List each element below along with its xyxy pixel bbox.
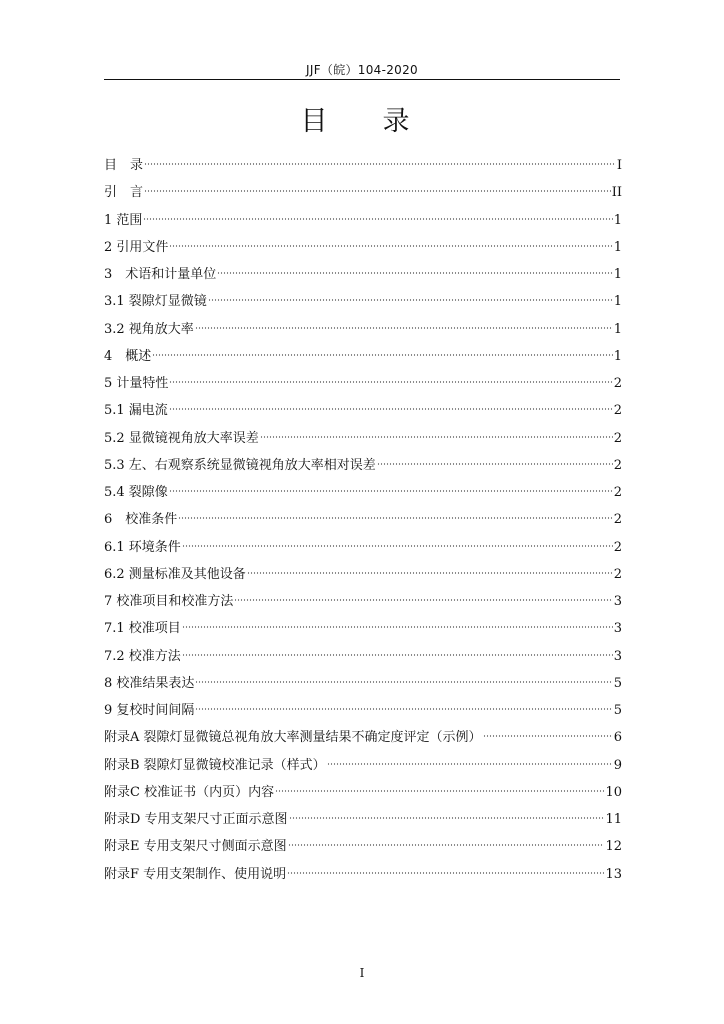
toc-entry-label: 附录F 专用支架制作、使用说明	[104, 866, 287, 882]
dot-leader	[247, 571, 613, 575]
toc-entry[interactable]	[104, 864, 622, 891]
dot-leader	[289, 816, 605, 820]
dot-leader	[275, 789, 604, 793]
toc-entry-label: 8 校准结果表达	[104, 675, 195, 691]
toc-entry-page: II	[611, 185, 622, 201]
toc-entry-page: 13	[605, 866, 622, 882]
toc-entry-label: 5 计量特性	[104, 376, 169, 391]
toc-entry[interactable]	[104, 428, 622, 455]
toc-entry-page: 1	[613, 321, 622, 337]
toc-entry-page: 10	[605, 784, 622, 800]
toc-entry-label: 7 校准项目和校准方法	[104, 594, 234, 609]
toc-entry[interactable]	[104, 537, 622, 564]
toc-entry[interactable]	[104, 400, 622, 427]
dot-leader	[287, 871, 604, 875]
toc-entry-label: 目 录	[104, 158, 144, 173]
toc-entry-page: 2	[613, 403, 622, 419]
dot-leader	[144, 162, 616, 166]
toc-entry-label: 6.1 环境条件	[104, 539, 181, 555]
running-header: JJF（皖）104-2020	[306, 63, 418, 77]
toc-entry-label: 4 概述	[104, 348, 152, 364]
toc-entry-label: 附录B 裂隙灯显微镜校准记录（样式）	[104, 757, 326, 773]
toc-entry-page: 3	[613, 594, 622, 609]
toc-entry-page: 1	[613, 348, 622, 364]
dot-leader	[169, 489, 613, 493]
toc-entry-label: 7.2 校准方法	[104, 648, 181, 664]
toc-entry-label: 9 复校时间间隔	[104, 703, 195, 718]
toc-entry-label: 2 引用文件	[104, 239, 169, 255]
toc-entry-label: 附录E 专用支架尺寸侧面示意图	[104, 839, 287, 855]
toc-entry-label: 附录A 裂隙灯显微镜总视角放大率测量结果不确定度评定（示例）	[104, 730, 482, 746]
dot-leader	[152, 353, 612, 357]
toc-entry[interactable]	[104, 727, 622, 754]
toc-entry-page: 2	[613, 457, 622, 473]
toc-entry[interactable]	[104, 509, 622, 536]
toc-entry[interactable]	[104, 455, 622, 482]
dot-leader	[143, 217, 612, 221]
toc-entry-page: 5	[613, 703, 622, 718]
toc-entry-page: 2	[613, 512, 622, 528]
dot-leader	[483, 734, 613, 738]
dot-leader	[377, 462, 613, 466]
dot-leader	[208, 298, 613, 302]
toc-entry-page: 2	[613, 376, 622, 391]
toc-entry-label: 1 范围	[104, 212, 143, 228]
toc-entry[interactable]	[104, 646, 622, 673]
dot-leader	[169, 380, 612, 384]
toc-entry[interactable]	[104, 237, 622, 264]
toc-entry-page: 1	[613, 212, 622, 228]
toc-entry[interactable]	[104, 836, 622, 863]
dot-leader	[182, 625, 613, 629]
toc-entry-page: 6	[613, 730, 622, 746]
toc-entry-page: 2	[613, 539, 622, 555]
dot-leader	[217, 271, 612, 275]
dot-leader	[234, 598, 612, 602]
toc-entry-label: 3 术语和计量单位	[104, 267, 217, 282]
dot-leader	[182, 544, 613, 548]
toc-entry-label: 6 校准条件	[104, 512, 178, 528]
toc-title: 目 录	[300, 106, 424, 137]
header-divider	[104, 79, 620, 80]
toc-entry[interactable]	[104, 291, 622, 318]
toc-entry[interactable]	[104, 782, 622, 809]
toc-entry-label: 5.2 显微镜视角放大率误差	[104, 430, 259, 446]
toc-entry[interactable]	[104, 700, 622, 727]
toc-entry[interactable]	[104, 591, 622, 618]
toc-entry[interactable]	[104, 482, 622, 509]
toc-entry-page: 3	[613, 648, 622, 664]
toc-entry-page: 5	[613, 675, 622, 691]
toc-entry[interactable]	[104, 755, 622, 782]
toc-entry-page: 1	[613, 267, 622, 282]
toc-entry-page: 11	[605, 812, 622, 827]
toc-entry[interactable]	[104, 809, 622, 836]
toc-entry-page: 1	[613, 294, 622, 310]
table-of-contents	[104, 155, 622, 891]
toc-entry-page: 1	[613, 239, 622, 255]
dot-leader	[288, 843, 605, 847]
dot-leader	[169, 407, 613, 411]
toc-entry[interactable]	[104, 346, 622, 373]
toc-entry[interactable]	[104, 673, 622, 700]
page-number: I	[359, 966, 365, 980]
toc-entry[interactable]	[104, 182, 622, 209]
toc-entry[interactable]	[104, 155, 622, 182]
toc-entry[interactable]	[104, 264, 622, 291]
dot-leader	[260, 435, 613, 439]
dot-leader	[169, 244, 612, 248]
toc-entry-label: 3.2 视角放大率	[104, 321, 194, 337]
dot-leader	[182, 653, 613, 657]
toc-entry-page: 2	[613, 430, 622, 446]
toc-entry[interactable]	[104, 564, 622, 591]
toc-entry-label: 附录C 校准证书（内页）内容	[104, 784, 275, 800]
toc-entry-page: 2	[613, 485, 622, 500]
toc-entry-page: 2	[613, 566, 622, 582]
toc-entry-label: 5.1 漏电流	[104, 403, 168, 419]
dot-leader	[144, 189, 611, 193]
toc-entry-page: I	[616, 158, 622, 173]
dot-leader	[178, 516, 612, 520]
toc-entry[interactable]	[104, 210, 622, 237]
toc-entry-page: 12	[605, 839, 622, 855]
toc-entry-label: 引 言	[104, 185, 144, 201]
toc-entry-label: 5.4 裂隙像	[104, 485, 168, 500]
toc-entry[interactable]	[104, 319, 622, 346]
dot-leader	[195, 707, 612, 711]
toc-entry-label: 3.1 裂隙灯显微镜	[104, 294, 207, 310]
toc-entry-label: 附录D 专用支架尺寸正面示意图	[104, 812, 288, 827]
toc-entry-label: 7.1 校准项目	[104, 621, 181, 637]
toc-entry-label: 5.3 左、右观察系统显微镜视角放大率相对误差	[104, 457, 376, 473]
dot-leader	[195, 680, 612, 684]
toc-entry-page: 3	[613, 621, 622, 637]
dot-leader	[327, 762, 613, 766]
toc-entry-page: 9	[613, 757, 622, 773]
toc-entry-label: 6.2 测量标准及其他设备	[104, 566, 246, 582]
toc-entry[interactable]	[104, 373, 622, 400]
toc-entry[interactable]	[104, 618, 622, 645]
dot-leader	[195, 326, 613, 330]
